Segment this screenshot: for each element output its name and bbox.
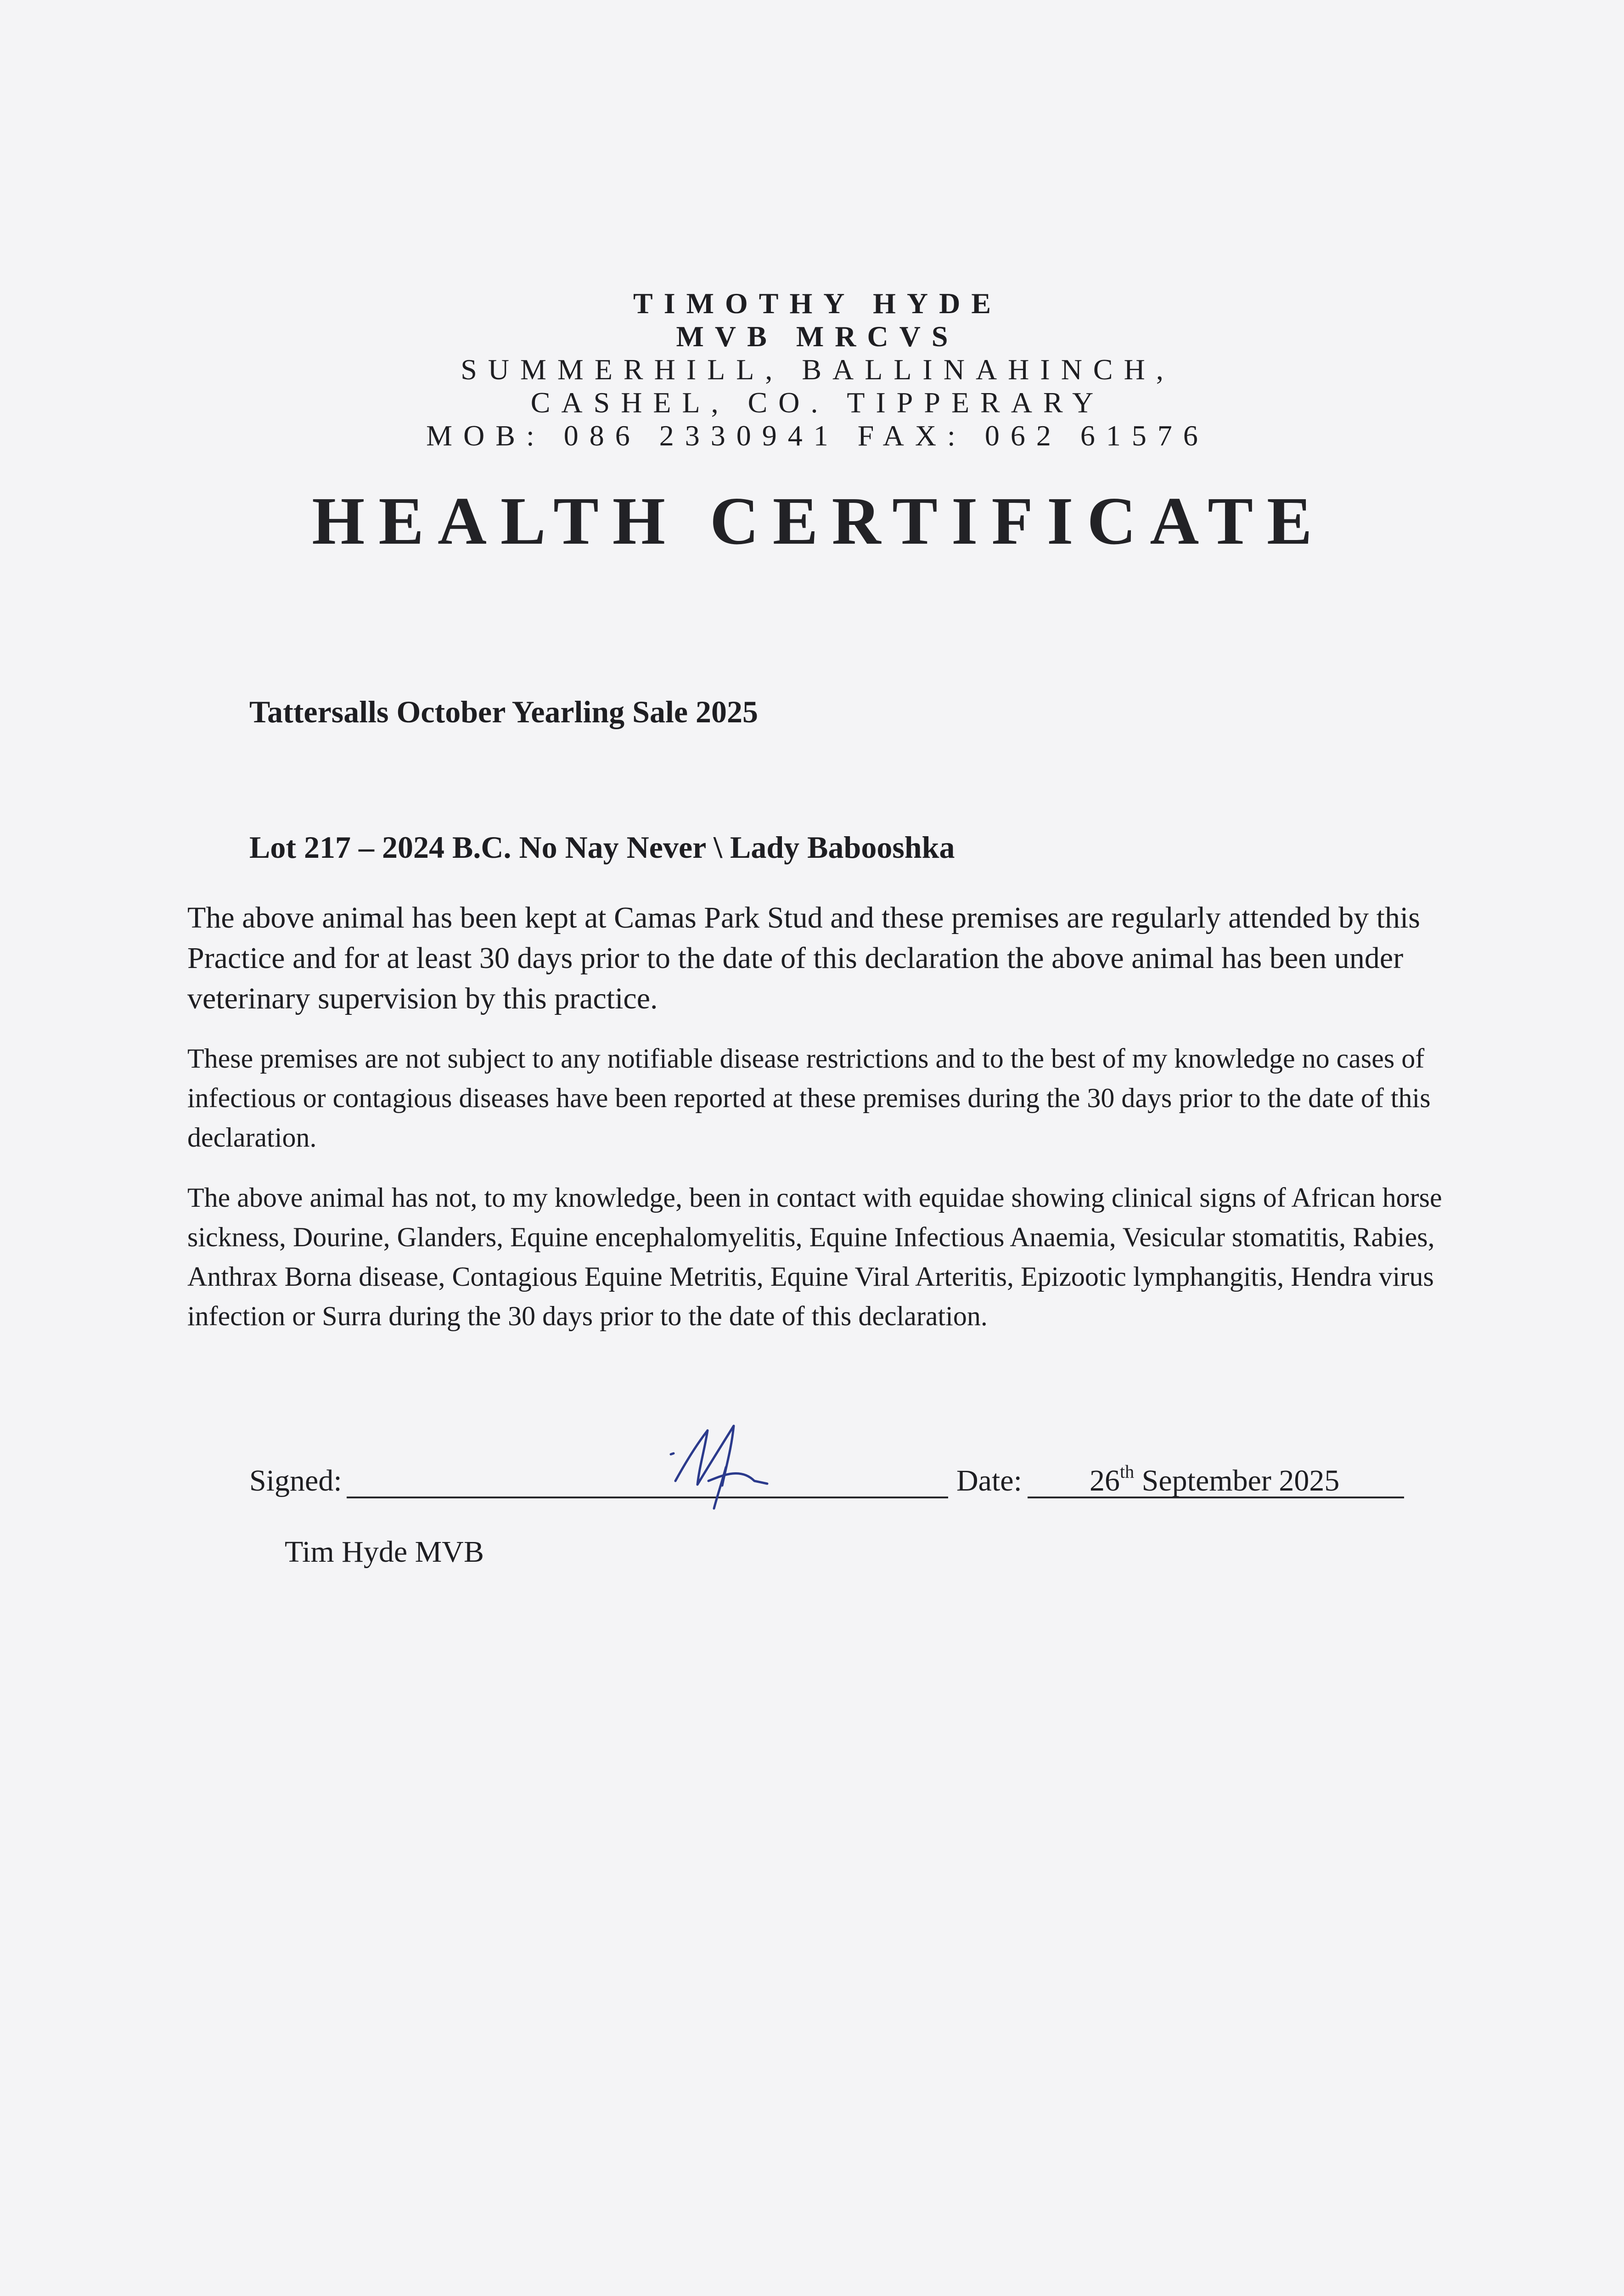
paragraph-premises: These premises are not subject to any notifiable disease restrictions and to the best of my knowledge no cases of infectious or contagious diseases have been reported at these premises during the 30 days prior to the date of this declaration. (187, 1043, 1431, 1153)
signature-date: 26th September 2025 (1090, 1461, 1340, 1497)
paragraph-supervision: The above animal has been kept at Camas Park Stud and these premises are regularly attended by this Practice and for at least 30 days prior to the date of this declaration the above animal has been under veterinary supervision by this practice. (187, 901, 1420, 1015)
vet-qualifications: MVB MRCVS (676, 320, 959, 353)
paragraph-diseases: The above animal has not, to my knowledge, been in contact with equidae showing clinical signs of African horse sickness, Dourine, Glanders, Equine encephalomyelitis, Equine Infectious Anaemia, Vesicular stomatitis, Rabies, Anthrax Borna disease, Contagious Equine Metritis, Equine Viral Arteritis, Epizootic lymphangitis, Hendra virus infection or Surra during the 30 days prior to the date of this declaration. (187, 1182, 1442, 1331)
handwritten-signature (653, 1412, 805, 1518)
lot-description: Lot 217 – 2024 B.C. No Nay Never \ Lady Babooshka (249, 830, 955, 865)
sale-name: Tattersalls October Yearling Sale 2025 (249, 694, 759, 729)
signature-line (347, 1497, 948, 1498)
date-label: Date: (956, 1464, 1022, 1497)
signer-name: Tim Hyde MVB (285, 1535, 484, 1569)
address-line-2: CASHEL, CO. TIPPERARY (530, 386, 1105, 419)
contact-numbers: MOB: 086 2330941 FAX: 062 61576 (426, 419, 1209, 452)
letterhead (0, 287, 1624, 452)
address-line-1: SUMMERHILL, BALLINAHINCH, (461, 353, 1174, 386)
document-title: HEALTH CERTIFICATE (312, 484, 1326, 559)
signature-row (249, 1463, 1406, 1518)
signed-label: Signed: (249, 1464, 342, 1497)
vet-name: TIMOTHY HYDE (633, 287, 1002, 320)
